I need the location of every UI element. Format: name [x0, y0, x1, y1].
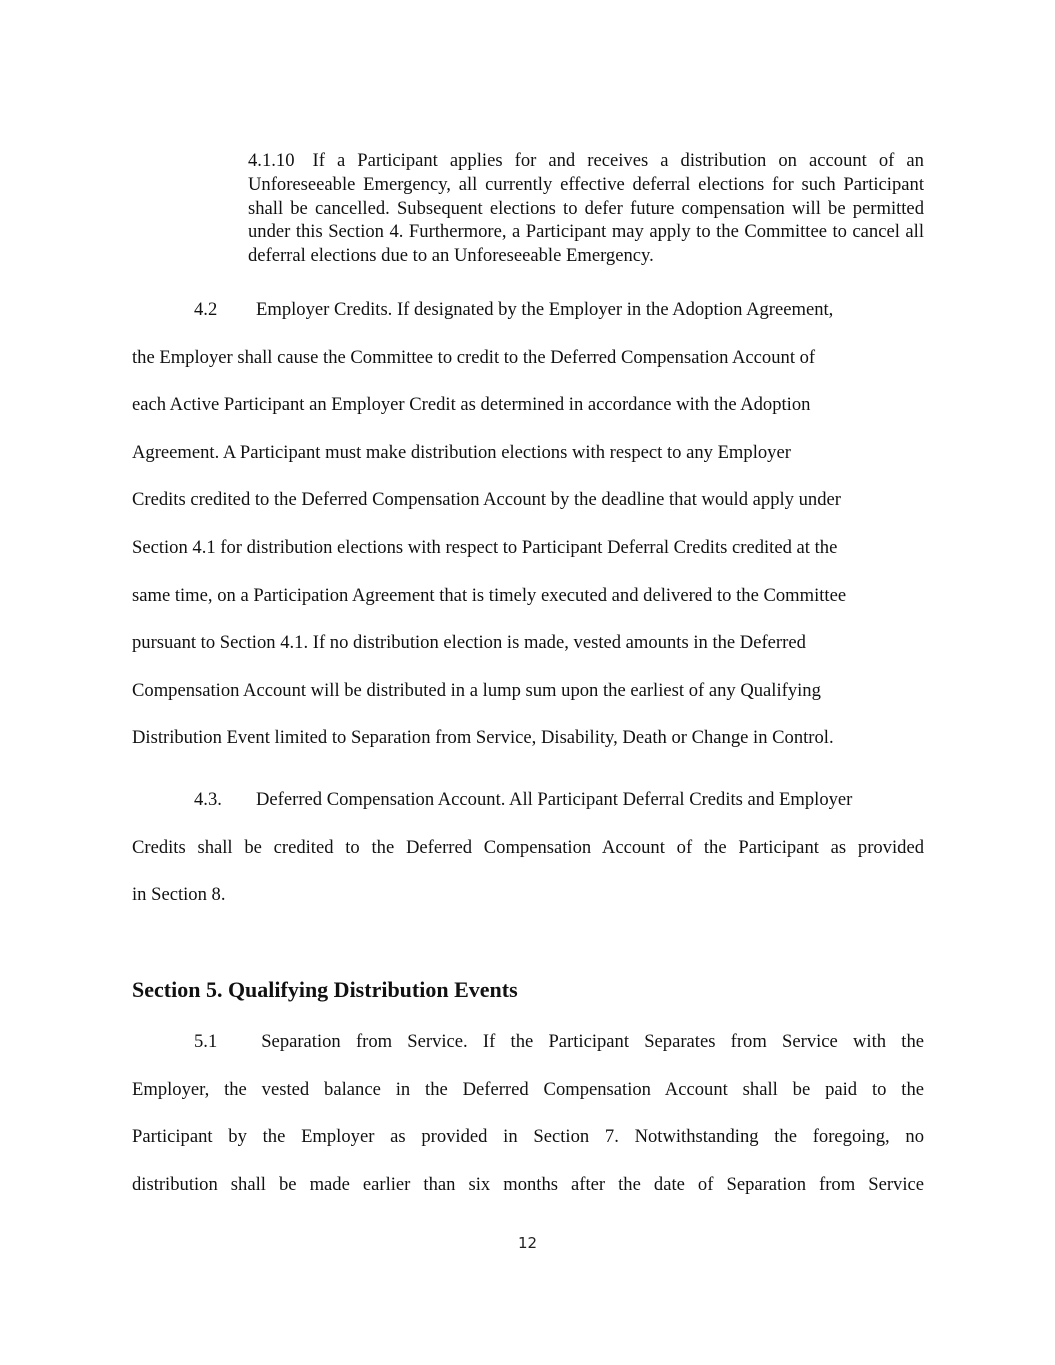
paragraph-line: same time, on a Participation Agreement that is timely executed and delivered to the Committee	[132, 584, 847, 606]
paragraph-line: distribution shall be made earlier than six months after the date of Separation from Service	[132, 1173, 924, 1195]
paragraph-line: Participant by the Employer as provided in Section 7. Notwithstanding the foregoing, no	[132, 1126, 924, 1148]
paragraph-line: Credits credited to the Deferred Compensation Account by the deadline that would apply under	[132, 489, 841, 511]
paragraph-number: 4.3.	[194, 789, 222, 810]
line-text: Separation from Service. If the Participant Separates from Service with the	[261, 1031, 924, 1052]
paragraph-number: 5.1	[194, 1031, 218, 1052]
paragraph-line: Agreement. A Participant must make distribution elections with respect to any Employer	[132, 441, 791, 463]
line-text: Deferred Compensation Account. All Participant Deferral Credits and Employer	[256, 789, 853, 810]
paragraph-line: in Section 8.	[132, 884, 226, 906]
paragraph-number: 4.1.10	[248, 150, 295, 171]
paragraph-text: If a Participant applies for and receives a distribution on account of an Unforeseeable Emergency, all currently effective deferral elections for such Participant shall be cancelled. Subsequent elections to defer future compensation will be permitted under this Section 4. Furthermore, a Participant may apply to the Committee to cancel all deferral elections due to an Unforeseeable Emergency.	[248, 150, 924, 267]
paragraph-number: 4.2	[194, 299, 218, 320]
paragraph-line	[132, 286, 924, 334]
paragraph-line: pursuant to Section 4.1. If no distribution election is made, vested amounts in the Deferred	[132, 632, 806, 654]
paragraph-line: Employer, the vested balance in the Deferred Compensation Account shall be paid to the	[132, 1078, 924, 1100]
paragraph-5-1	[132, 1018, 924, 1208]
paragraph-4-1-10	[248, 149, 924, 268]
paragraph-line	[132, 1018, 924, 1066]
page-number: 12	[517, 1234, 538, 1252]
paragraph-line: each Active Participant an Employer Credit as determined in accordance with the Adoption	[132, 394, 811, 416]
paragraph-line: the Employer shall cause the Committee to credit to the Deferred Compensation Account of	[132, 346, 816, 368]
paragraph-line: Distribution Event limited to Separation from Service, Disability, Death or Change in Control.	[132, 727, 834, 749]
paragraph-line: Compensation Account will be distributed in a lump sum upon the earliest of any Qualifying	[132, 679, 821, 701]
paragraph-4-2	[132, 286, 924, 762]
line-text: Employer Credits. If designated by the Employer in the Adoption Agreement,	[256, 299, 834, 320]
section-heading: Section 5. Qualifying Distribution Events	[132, 977, 518, 1002]
paragraph-line: Credits shall be credited to the Deferred Compensation Account of the Participant as provided	[132, 836, 924, 858]
paragraph-4-3	[132, 776, 924, 919]
paragraph-line	[132, 776, 924, 824]
paragraph-line: Section 4.1 for distribution elections with respect to Participant Deferral Credits credited at the	[132, 536, 838, 558]
